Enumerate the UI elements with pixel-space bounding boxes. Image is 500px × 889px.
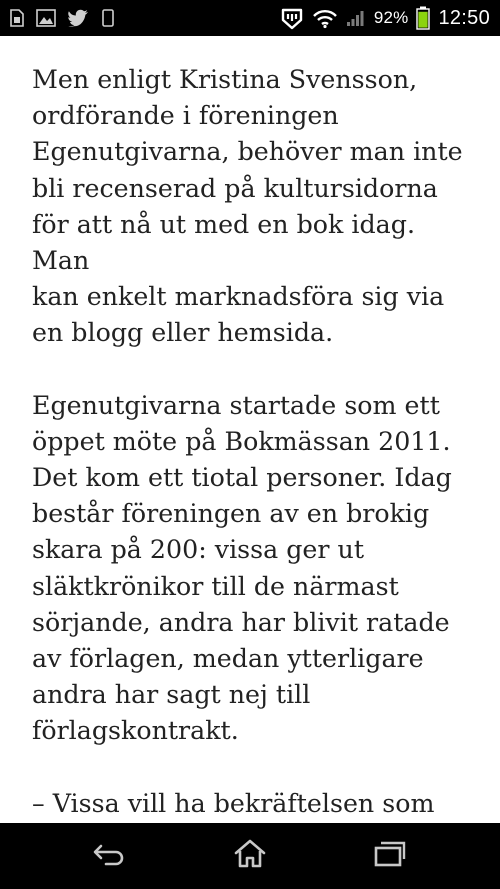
twitter-icon xyxy=(68,9,90,27)
gallery-icon xyxy=(36,9,56,27)
battery-percent: 92% xyxy=(373,8,409,27)
signal-icon xyxy=(346,9,366,27)
back-button[interactable] xyxy=(70,823,150,889)
article-paragraph-2: Egenutgivarna startade som ett öppet möte på Bokmässan 2011. Det kom ett tiotal personer. Idag består föreningen av en brokig skara på 200: vissa ger ut släktkrönikor till de närmast sörjande, andra har blivit ratade av förlagen, medan ytterligare andra har sagt nej till förlagskontrakt. xyxy=(32,390,452,746)
notification-icons xyxy=(10,0,114,36)
system-icons xyxy=(280,0,490,36)
article-paragraph-1: Men enligt Kristina Svensson, ordförande i föreningen Egenutgivarna, behöver man inte bli recenserad på kultursidorna för att nå ut med en bok idag. Man kan enkelt marknadsföra sig via en blogg eller hemsida. xyxy=(32,65,463,348)
home-button[interactable] xyxy=(210,823,290,889)
battery-fill xyxy=(419,12,428,28)
wifi-icon xyxy=(312,8,338,28)
sim-card-icon xyxy=(10,9,24,27)
article-content[interactable] xyxy=(0,36,500,823)
back-icon xyxy=(92,842,128,870)
recent-apps-button[interactable] xyxy=(350,823,430,889)
article-paragraph-3: – Vissa vill ha bekräftelsen som xyxy=(32,788,435,818)
battery-icon xyxy=(416,6,430,30)
recent-apps-icon xyxy=(373,841,407,871)
home-icon xyxy=(233,839,267,873)
navigation-bar xyxy=(0,823,500,889)
article-body xyxy=(0,36,500,858)
nfc-icon xyxy=(280,7,304,29)
clock: 12:50 xyxy=(438,6,490,29)
status-bar xyxy=(0,0,500,36)
phone-icon xyxy=(102,9,114,27)
